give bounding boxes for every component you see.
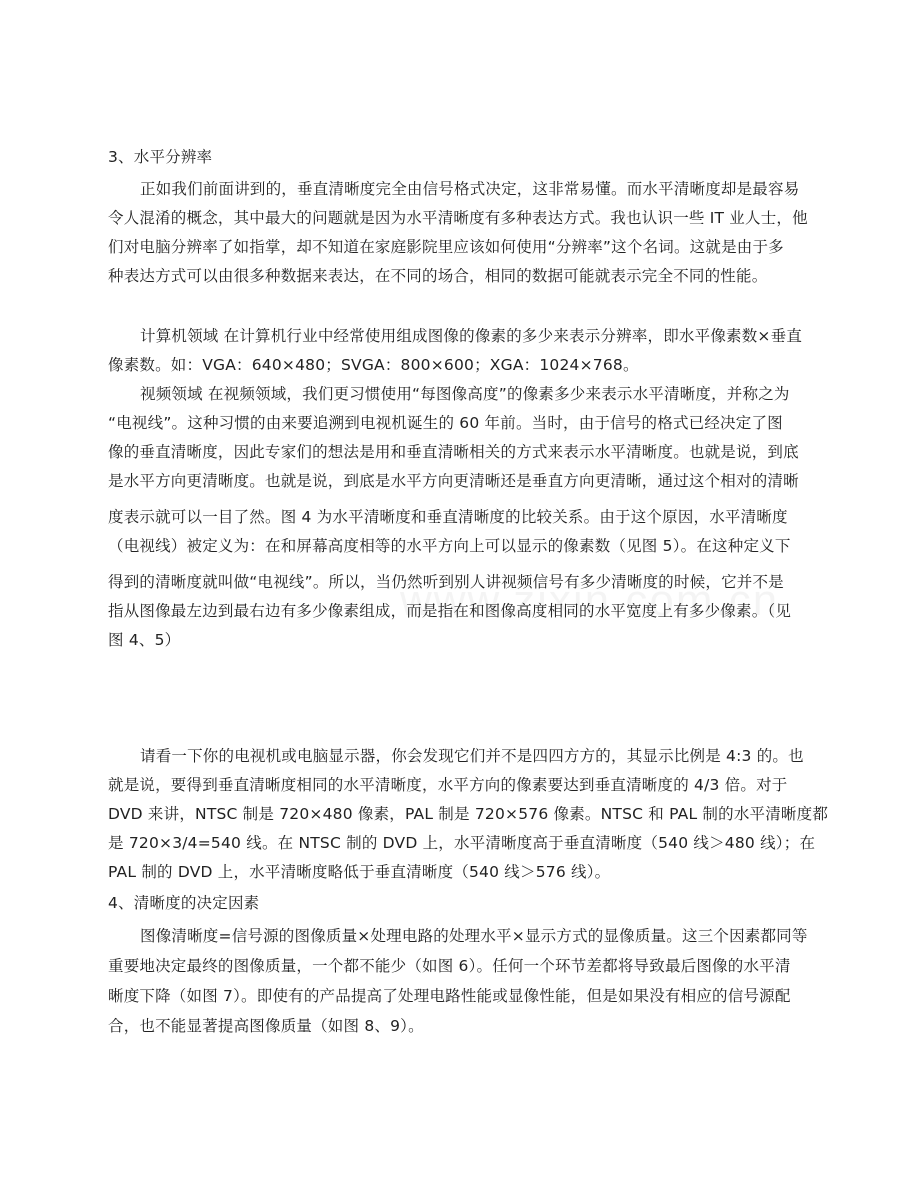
paragraph-line: 重要地决定最终的图像质量，一个都不能少（如图 6）。任何一个环节差都将导致最后图像的水平清: [108, 957, 791, 975]
paragraph-line: DVD 来讲，NTSC 制是 720×480 像素，PAL 制是 720×576 像素。NTSC 和 PAL 制的水平清晰度都: [108, 805, 829, 823]
paragraph-line: PAL 制的 DVD 上，水平清晰度略低于垂直清晰度（540 线＞576 线）。: [108, 863, 611, 881]
paragraph-line: 合，也不能显著提高图像质量（如图 8、9）。: [108, 1017, 424, 1035]
paragraph-line: 正如我们前面讲到的，垂直清晰度完全由信号格式决定，这非常易懂。而水平清晰度却是最容易: [140, 180, 800, 198]
paragraph-line: 图 4、5）: [108, 631, 181, 649]
paragraph-line: 像的垂直清晰度，因此专家们的想法是用和垂直清晰相关的方式来表示水平清晰度。也就是说，到底: [108, 443, 799, 461]
paragraph-line: 视频领域 在视频领域，我们更习惯使用“每图像高度”的像素多少来表示水平清晰度，并称之为: [140, 385, 790, 403]
paragraph-line: 图像清晰度=信号源的图像质量×处理电路的处理水平×显示方式的显像质量。这三个因素都同等: [140, 927, 808, 945]
paragraph-line: （电视线）被定义为：在和屏幕高度相等的水平方向上可以显示的像素数（见图 5）。在这种定义下: [108, 537, 791, 555]
section-4-heading: 4、清晰度的决定因素: [108, 894, 260, 912]
paragraph-line: 指从图像最左边到最右边有多少像素组成，而是指在和图像高度相同的水平宽度上有多少像素。（见: [108, 602, 792, 620]
paragraph-line: 度表示就可以一目了然。图 4 为水平清晰度和垂直清晰度的比较关系。由于这个原因，水平清晰度: [108, 508, 788, 526]
paragraph-line: 晰度下降（如图 7）。即使有的产品提高了处理电路性能或显像性能，但是如果没有相应的信号源配: [108, 987, 791, 1005]
paragraph-line: 是 720×3/4=540 线。在 NTSC 制的 DVD 上，水平清晰度高于垂直清晰度（540 线＞480 线）；在: [108, 834, 816, 852]
section-3-heading: 3、水平分辨率: [108, 148, 213, 166]
paragraph-line: 像素数。如：VGA：640×480；SVGA：800×600；XGA：1024×768。: [108, 356, 639, 374]
paragraph-line: 是水平方向更清晰度。也就是说，到底是水平方向更清晰还是垂直方向更清晰，通过这个相对的清晰: [108, 472, 799, 490]
paragraph-line: 令人混淆的概念，其中最大的问题就是因为水平清晰度有多种表达方式。我也认识一些 IT 业人士，他: [108, 209, 808, 227]
paragraph-line: 就是说，要得到垂直清晰度相同的水平清晰度，水平方向的像素要达到垂直清晰度的 4/3 倍。对于: [108, 776, 788, 794]
paragraph-line: 得到的清晰度就叫做“电视线”。所以，当仍然听到别人讲视频信号有多少清晰度的时候，它并不是: [108, 573, 784, 591]
paragraph-line: 计算机领域 在计算机行业中经常使用组成图像的像素的多少来表示分辨率，即水平像素数×垂直: [140, 327, 803, 345]
paragraph-line: 种表达方式可以由很多种数据来表达，在不同的场合，相同的数据可能就表示完全不同的性能。: [108, 267, 768, 285]
paragraph-line: 请看一下你的电视机或电脑显示器，你会发现它们并不是四四方方的，其显示比例是 4:3 的。也: [140, 747, 804, 765]
paragraph-line: 们对电脑分辨率了如指掌，却不知道在家庭影院里应该如何使用“分辨率”这个名词。这就是由于多: [108, 238, 784, 256]
paragraph-line: “电视线”。这种习惯的由来要追溯到电视机诞生的 60 年前。当时，由于信号的格式已经决定了图: [108, 414, 783, 432]
